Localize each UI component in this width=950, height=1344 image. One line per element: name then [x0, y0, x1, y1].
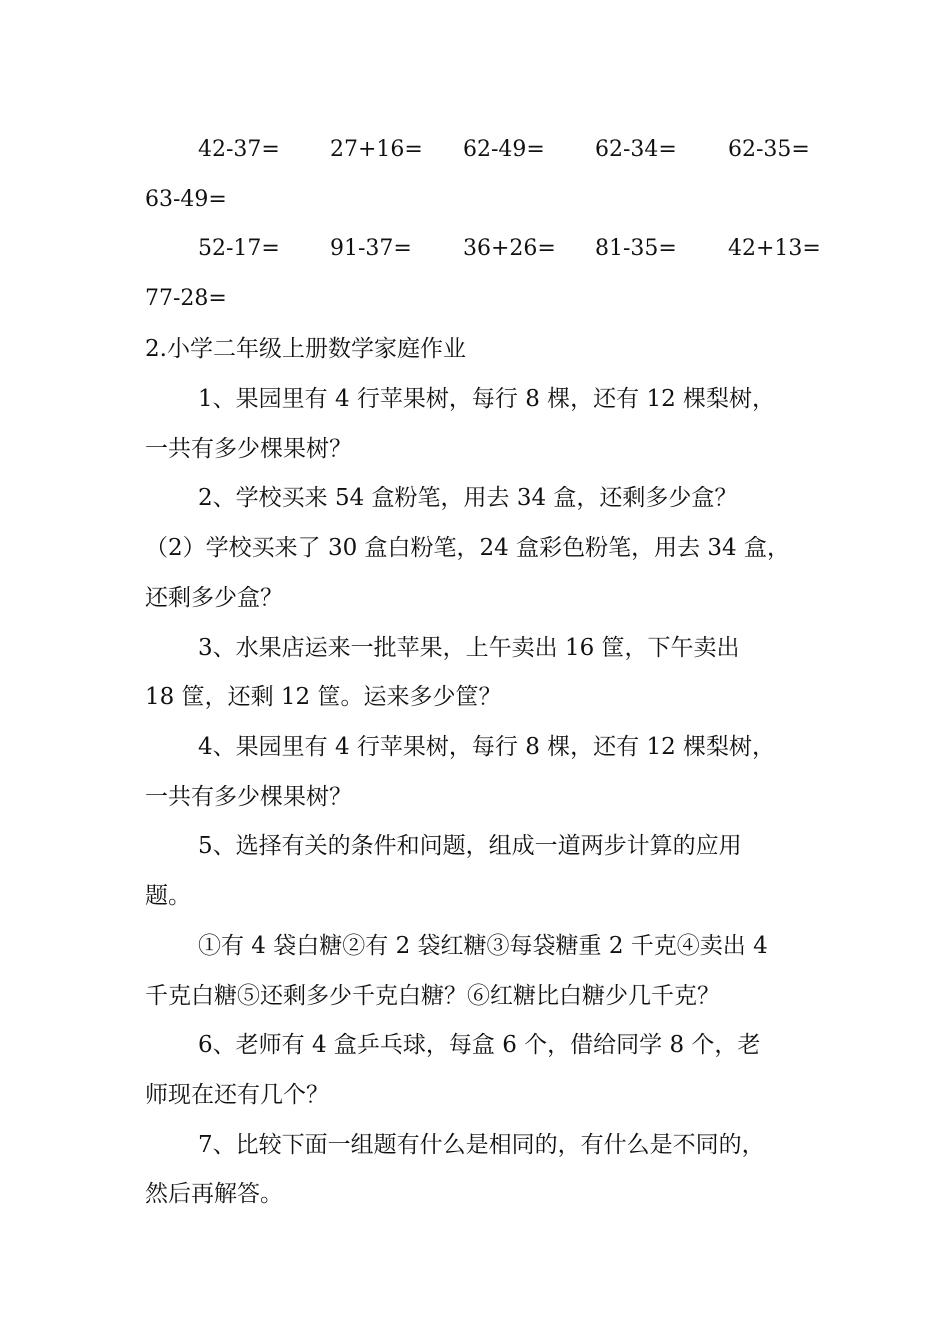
problem-3-line-1: 3、水果店运来一批苹果，上午卖出 16 筐，下午卖出 — [198, 635, 740, 661]
problem-1-line-1: 1、果园里有 4 行苹果树，每行 8 棵，还有 12 棵梨树， — [198, 386, 776, 412]
calculation-item: 27+16= — [330, 137, 423, 162]
calculation-row-2-tail: 77-28= — [145, 286, 227, 311]
problem-6-line-2: 师现在还有几个？ — [145, 1082, 329, 1108]
calculation-item: 42+13= — [728, 236, 821, 261]
problem-6-line-1: 6、老师有 4 盒乒乓球，每盒 6 个，借给同学 8 个，老 — [198, 1032, 761, 1058]
problem-2-line-1: 2、学校买来 54 盒粉笔，用去 34 盒，还剩多少盒？ — [198, 485, 738, 511]
calculation-item: 62-49= — [463, 137, 545, 162]
calculation-row-1 — [198, 135, 828, 165]
problem-2-line-2: （2）学校买来了 30 盒白粉笔，24 盒彩色粉笔，用去 34 盒， — [145, 535, 790, 561]
problem-4-line-2: 一共有多少棵果树？ — [145, 784, 352, 810]
problem-5-line-2: 题。 — [145, 883, 191, 909]
calculation-item: 81-35= — [595, 236, 677, 261]
problem-7-line-2: 然后再解答。 — [145, 1181, 283, 1207]
problem-1-line-2: 一共有多少棵果树？ — [145, 436, 352, 462]
problem-4-line-1: 4、果园里有 4 行苹果树，每行 8 棵，还有 12 棵梨树， — [198, 734, 776, 760]
problem-7-line-1: 7、比较下面一组题有什么是相同的，有什么是不同的， — [198, 1132, 765, 1158]
problem-5-line-1: 5、选择有关的条件和问题，组成一道两步计算的应用 — [198, 833, 742, 859]
calculation-row-1-tail: 63-49= — [145, 187, 227, 212]
calculation-item: 36+26= — [463, 236, 556, 261]
calculation-item: 42-37= — [198, 137, 280, 162]
problem-5-line-4: 千克白糖⑤还剩多少千克白糖？⑥红糖比白糖少几千克？ — [145, 983, 720, 1009]
section-title: 2.小学二年级上册数学家庭作业 — [145, 336, 466, 362]
calculation-item: 91-37= — [330, 236, 412, 261]
calculation-item: 62-34= — [595, 137, 677, 162]
problem-5-line-3: ①有 4 袋白糖②有 2 袋红糖③每袋糖重 2 千克④卖出 4 — [198, 933, 768, 959]
calculation-item: 62-35= — [728, 137, 810, 162]
calculation-item: 52-17= — [198, 236, 280, 261]
problem-3-line-2: 18 筐，还剩 12 筐。运来多少筐？ — [145, 684, 502, 710]
problem-2-line-3: 还剩多少盒？ — [145, 585, 283, 611]
calculation-row-2 — [198, 234, 828, 264]
